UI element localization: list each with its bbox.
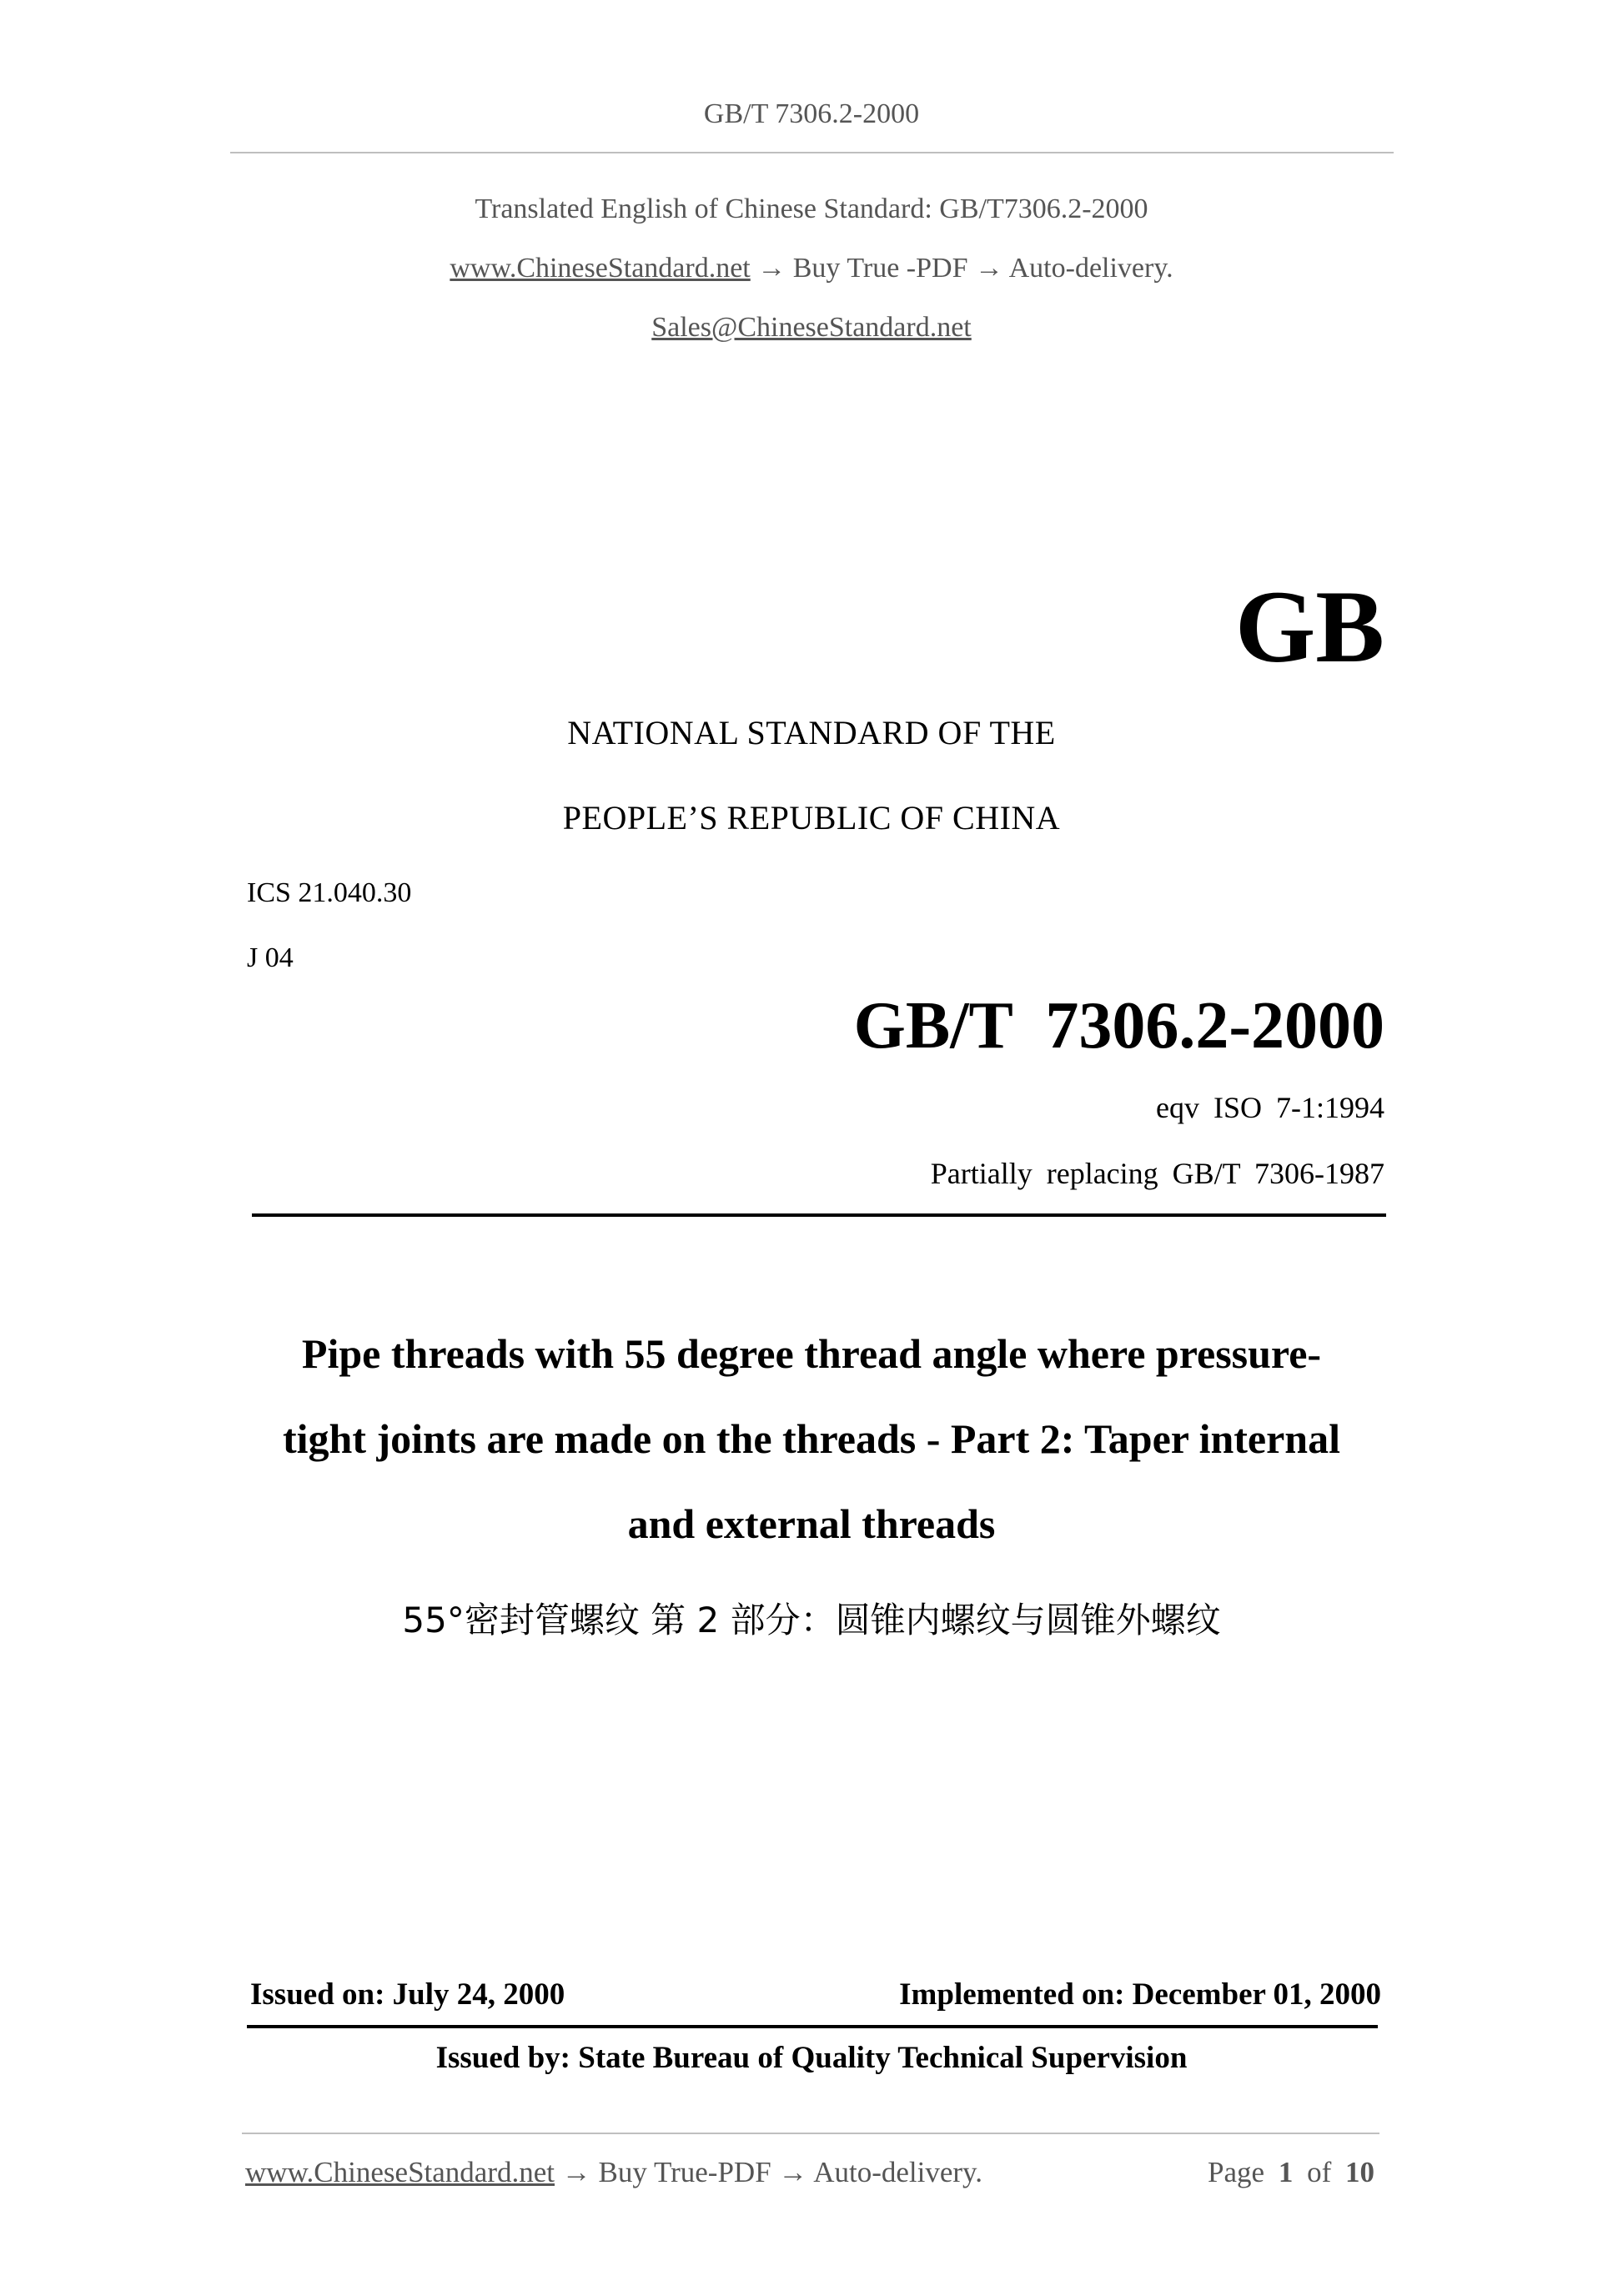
title-line-3: and external threads — [627, 1500, 996, 1547]
national-standard-line2: PEOPLE’S REPUBLIC OF CHINA — [562, 799, 1061, 837]
title-line-2: tight joints are made on the threads - Part 2: Taper internal — [282, 1415, 1341, 1462]
ccs-code: J 04 — [247, 942, 294, 973]
page-indicator — [1208, 2156, 1374, 2189]
footer-divider — [242, 2133, 1379, 2134]
equivalence-note: eqv ISO 7-1:1994 — [1156, 1091, 1384, 1124]
chinese-title: 55°密封管螺纹 第 2 部分：圆锥内螺纹与圆锥外螺纹 — [402, 1600, 1221, 1640]
sales-email-link[interactable]: Sales@ChineseStandard.net — [651, 312, 972, 343]
page-label: Page — [1208, 2156, 1265, 2188]
replacing-note: Partially replacing GB/T 7306-1987 — [930, 1157, 1384, 1190]
standard-number: GB/T 7306.2-2000 — [853, 989, 1384, 1063]
email-line — [0, 312, 1623, 344]
purchase-notice-text: → Buy True -PDF → Auto-delivery. — [750, 253, 1173, 284]
footer-promo-text: → Buy True-PDF → Auto-delivery. — [555, 2156, 983, 2188]
national-standard-line1: NATIONAL STANDARD OF THE — [567, 714, 1056, 751]
footer-site-link[interactable]: www.ChineseStandard.net — [245, 2156, 555, 2188]
page-current: 1 — [1278, 2156, 1294, 2188]
cover-divider — [252, 1213, 1386, 1217]
purchase-notice — [0, 253, 1623, 284]
gb-logo: GB — [1234, 570, 1384, 684]
implemented-on: Implemented on: December 01, 2000 — [899, 1977, 1381, 2012]
page-of: of — [1307, 2156, 1332, 2188]
running-header: GB/T 7306.2-2000 — [703, 98, 920, 129]
translation-notice: Translated English of Chinese Standard: GB/T7306.2-2000 — [475, 193, 1148, 224]
issue-divider — [247, 2025, 1378, 2028]
site-link[interactable]: www.ChineseStandard.net — [450, 253, 751, 284]
page-total: 10 — [1345, 2156, 1374, 2188]
issued-on: Issued on: July 24, 2000 — [250, 1977, 565, 2012]
ics-code: ICS 21.040.30 — [247, 877, 412, 908]
issued-by: Issued by: State Bureau of Quality Technical Supervision — [435, 2041, 1188, 2075]
document-title — [234, 1311, 1389, 1566]
title-line-1: Pipe threads with 55 degree thread angle where pressure- — [301, 1330, 1322, 1377]
header-divider — [230, 152, 1394, 153]
footer-promo — [245, 2156, 982, 2189]
